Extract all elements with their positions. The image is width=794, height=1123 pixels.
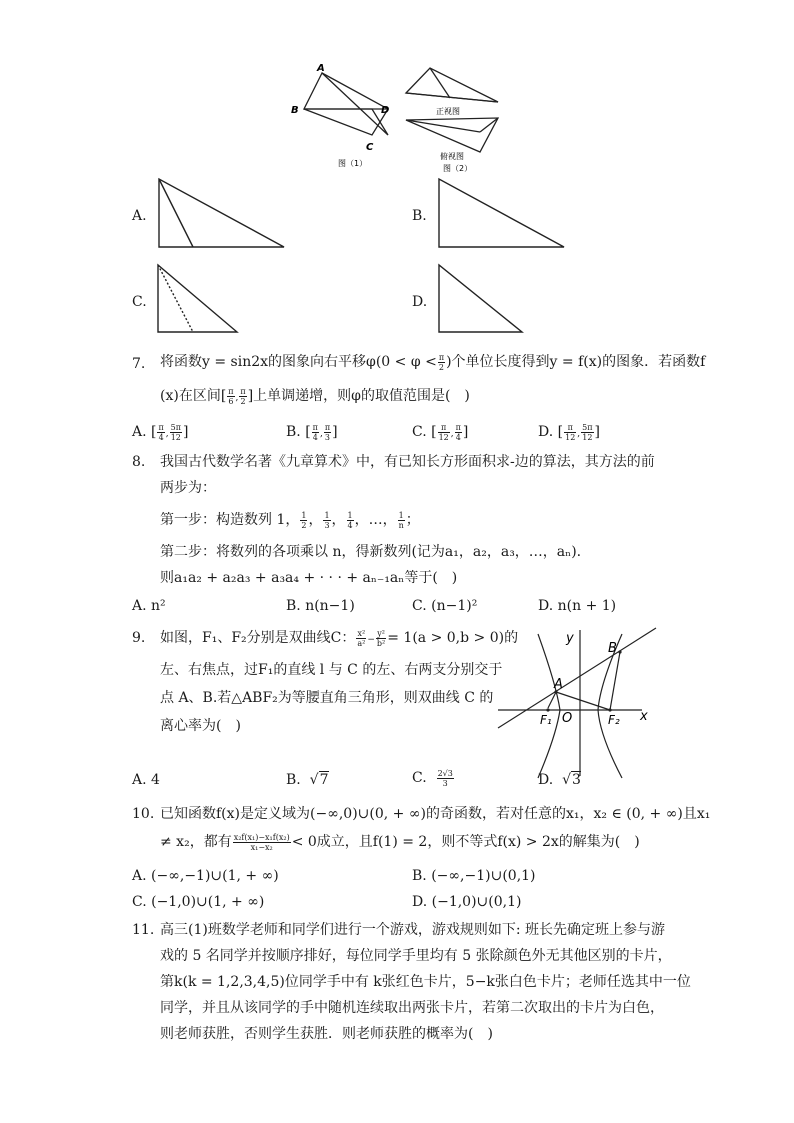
q8-option-d[interactable]: D. n(n + 1) <box>538 598 617 614</box>
q7-option-b[interactable]: B. [ $\frac{\pi}{4}$ , $\frac{\pi}{3}$ ] <box>286 422 338 442</box>
q6-option-c-figure <box>155 262 241 334</box>
q9-line-1: 如图，F₁、F₂分别是双曲线C： $\frac{\text{x²}}{\text{a²}}$ − $\frac{\text{y²}}{\text{b²}}$ = 1(a > 0,b > 0)的 <box>160 628 519 648</box>
front-view-label: 正视图 <box>436 107 460 116</box>
q7-option-a[interactable]: A. [ $\frac{\pi}{4}$ , $\frac{5\pi}{12}$ ] <box>132 422 189 442</box>
point-f1 <box>546 708 549 711</box>
q6-option-d-label: D. <box>412 294 428 310</box>
q8-line-1: 我国古代数学名著《九章算术》中，有已知长方形面积求-边的算法，其方法的前 <box>160 454 655 470</box>
q6-option-d-figure <box>436 262 526 334</box>
q6-option-b-label: B. <box>412 208 427 224</box>
front-view-drawing <box>406 68 498 102</box>
q9-line-3: 点 A、B.若△ABF₂为等腰直角三角形，则双曲线 C 的 <box>160 690 494 706</box>
vertex-b-label: B <box>291 105 299 116</box>
q6-option-c-label: C. <box>132 294 147 310</box>
q8-line-5: 则a₁a₂ + a₂a₃ + a₃a₄ + · · · + aₙ₋₁aₙ等于( ) <box>160 570 458 586</box>
q9-line-4: 离心率为( ) <box>160 718 241 734</box>
o-point-label: O <box>562 711 573 726</box>
q9-line-2: 左、右焦点，过F₁的直线 l 与 C 的左、右两支分别交于 <box>160 662 503 678</box>
line-l <box>498 628 656 728</box>
q10-option-c[interactable]: C. (−1,0)∪(1, + ∞) <box>132 894 265 910</box>
q6-option-a-figure <box>156 176 288 250</box>
q8-option-a[interactable]: A. n² <box>132 598 166 614</box>
q10-line-2: ≠ x₂，都有 $\frac{\text{x₂f(x₁)−x₁f(x₂)}}{\text{x₁−x₂}}$ < 0成立，且f(1) = 2，则不等式f(x) > 2x的解集为( ) <box>160 832 640 852</box>
q9-hyperbola-figure <box>496 624 662 780</box>
q9-number: 9. <box>132 630 146 646</box>
f2-point-label: F₂ <box>608 713 620 727</box>
vertex-c-label: C <box>366 142 374 153</box>
figure-1-2 <box>280 60 520 180</box>
figure-1-caption: 图（1） <box>338 159 368 168</box>
q9-option-a[interactable]: A. 4 <box>132 772 160 788</box>
q9-option-c[interactable]: C. $\frac{2√3}{3}$ <box>412 768 453 788</box>
q11-number: 11. <box>132 922 155 938</box>
q10-option-d[interactable]: D. (−1,0)∪(0,1) <box>412 894 522 910</box>
q7-number: 7. <box>132 356 146 372</box>
q7-option-c[interactable]: C. [ $\frac{\pi}{12}$ , $\frac{\pi}{4}$ ] <box>412 422 469 442</box>
figure-1-quadrilateral <box>304 73 388 135</box>
f1-point-label: F₁ <box>540 713 552 727</box>
vertex-a-label: A <box>317 63 325 74</box>
figure-2-caption: 图（2） <box>443 164 473 173</box>
vertex-d-label: D <box>381 105 390 116</box>
q9-option-d[interactable]: D. √3 <box>538 772 581 788</box>
q11-line-2: 戏的 5 名同学并按顺序排好，每位同学手里均有 5 张除颜色外无其他区别的卡片， <box>160 948 672 964</box>
y-axis-label: y <box>566 631 574 646</box>
q6-option-a-label: A. <box>132 208 147 224</box>
point-f2 <box>608 708 611 711</box>
q10-number: 10. <box>132 806 155 822</box>
q7-line-1: 将函数y = sin2x的图象向右平移φ(0 < φ < $\frac{\pi}{2}$ )个单位长度得到y = f(x)的图象．若函数f <box>160 352 706 372</box>
q11-line-3: 第k(k = 1,2,3,4,5)位同学手中有 k张红色卡片，5−k张白色卡片；老师任选其中一位 <box>160 974 691 990</box>
q8-line-2: 两步为： <box>160 480 216 496</box>
top-view-drawing <box>406 118 498 152</box>
q7-option-d[interactable]: D. [ $\frac{\pi}{12}$ , $\frac{5\pi}{12}$ ] <box>538 422 600 442</box>
q10-line-1: 已知函数f(x)是定义域为(−∞,0)∪(0, + ∞)的奇函数，若对任意的x₁，x₂ ∈ (0, + ∞)且x₁ <box>160 806 711 822</box>
b-point-label: B <box>608 641 617 656</box>
q11-line-4: 同学，并且从该同学的手中随机连续取出两张卡片，若第二次取出的卡片为白色， <box>160 1000 664 1016</box>
q8-number: 8. <box>132 454 146 470</box>
q10-option-a[interactable]: A. (−∞,−1)∪(1, + ∞) <box>132 868 279 884</box>
segment-a-f2 <box>556 692 610 710</box>
q7-line-2: (x)在区间[ $\frac{\pi}{6}$ , $\frac{\pi}{2}$ ]上单调递增，则φ的取值范围是( ) <box>160 386 470 406</box>
q8-step-2: 第二步：将数列的各项乘以 n，得新数列(记为a₁，a₂，a₃，…，aₙ). <box>160 544 582 560</box>
q6-option-b-figure <box>436 176 568 250</box>
q11-line-1: 高三(1)班数学老师和同学们进行一个游戏，游戏规则如下: 班长先确定班上参与游 <box>160 922 665 938</box>
q8-step-1: 第一步：构造数列 1， $\frac{1}{2}$ ， $\frac{1}{3}$ ， $\frac{1}{4}$ ，…， $\frac{1}{n}$ ； <box>160 510 420 530</box>
q9-option-b[interactable]: B. √7 <box>286 772 329 788</box>
q11-line-5: 则老师获胜，否则学生获胜．则老师获胜的概率为( ) <box>160 1026 493 1042</box>
point-b <box>618 650 621 653</box>
q10-option-b[interactable]: B. (−∞,−1)∪(0,1) <box>412 868 536 884</box>
top-view-label: 俯视图 <box>440 152 464 161</box>
a-point-label: A <box>554 677 563 692</box>
x-axis-label: x <box>640 709 648 724</box>
q8-option-c[interactable]: C. (n−1)² <box>412 598 478 614</box>
q8-option-b[interactable]: B. n(n−1) <box>286 598 355 614</box>
